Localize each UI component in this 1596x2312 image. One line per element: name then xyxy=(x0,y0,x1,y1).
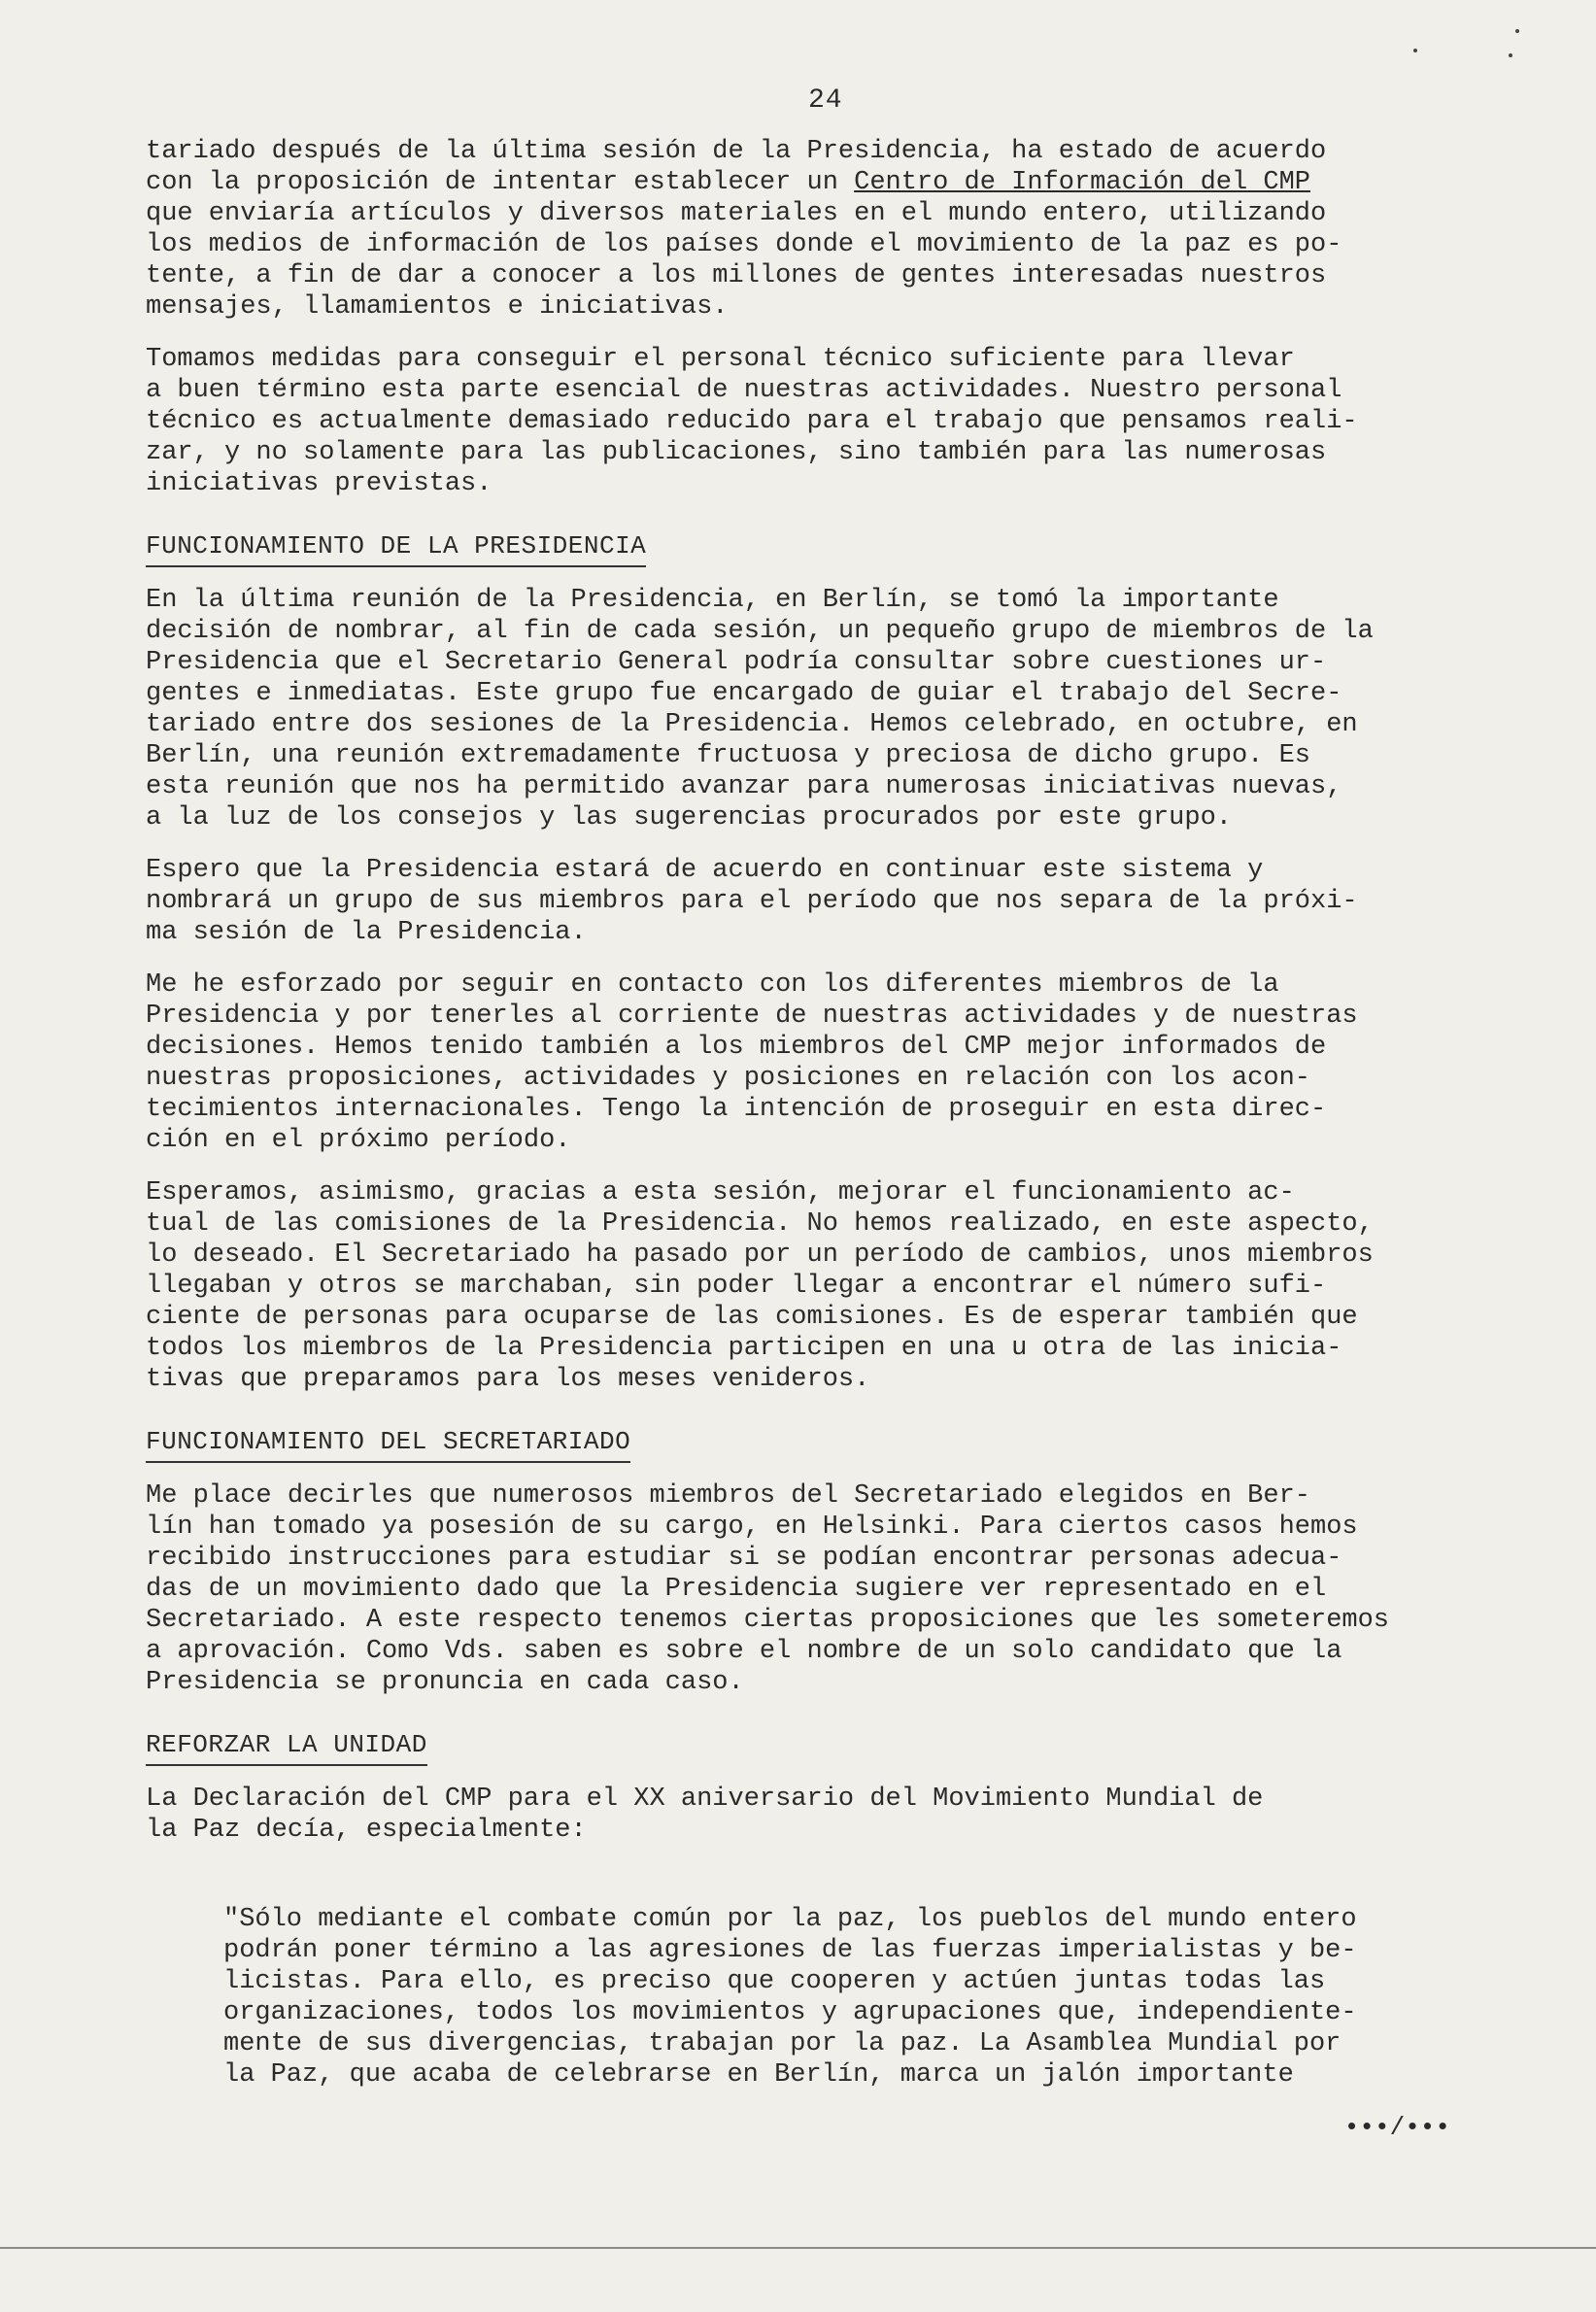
page-edge-line xyxy=(0,2247,1596,2249)
paragraph-personal-tecnico: Tomamos medidas para conseguir el personal técnico suficiente para llevar a buen término esta parte esencial de nuestras actividades. Nuestro personal técnico es actualmente demasiado reducido para el trabajo que pensamos reali- zar, y no solamente para las publicaciones, sino también para las numerosas iniciativas previstas. xyxy=(146,345,1358,498)
section-heading-presidencia: FUNCIONAMIENTO DE LA PRESIDENCIA xyxy=(146,530,646,567)
paragraph-sistema: Espero que la Presidencia estará de acuerdo en continuar este sistema y nombrará un grupo de sus miembros para el período que nos separa de la próxi- ma sesión de la Presidencia. xyxy=(146,856,1358,947)
page-number: 24 xyxy=(808,85,843,116)
underlined-phrase: Centro de Información del CMP xyxy=(854,168,1311,197)
paragraph-text: que enviaría artículos y diversos materiales en el mundo entero, utilizando los medios de información de los países donde el movimiento de la paz es po- tente, a fin de dar a conocer a los millones de gentes interesadas nuestros mensajes, llamamientos e iniciativas. xyxy=(146,199,1342,322)
ink-speck xyxy=(1515,29,1519,33)
block-quote: "Sólo mediante el combate común por la paz, los pueblos del mundo entero podrán poner término a las agresiones de las fuerzas imperialistas y be- licistas. Para ello, es preciso que cooperen y actúen juntas todas las organizaciones, todos los movimientos y agrupaciones que, independiente- mente de sus divergencias, trabajan por la paz. La Asamblea Mundial por la Paz, que acaba de celebrarse en Berlín, marca un jalón importante xyxy=(223,1905,1357,2090)
document-body xyxy=(146,136,1545,2091)
ink-speck xyxy=(1413,49,1417,52)
paragraph-text: tariado después de la última sesión de la Presidencia, ha estado de acuerdo con la proposición de intentar establecer un xyxy=(146,137,1327,197)
paragraph-centro-informacion xyxy=(146,136,1545,323)
section-heading-unidad: REFORZAR LA UNIDAD xyxy=(146,1729,427,1766)
section-heading-secretariado: FUNCIONAMIENTO DEL SECRETARIADO xyxy=(146,1426,630,1463)
paragraph-declaracion: La Declaración del CMP para el XX aniversario del Movimiento Mundial de la Paz decía, especialmente: xyxy=(146,1785,1264,1845)
paragraph-secretariado: Me place decirles que numerosos miembros del Secretariado elegidos en Ber- lín han tomado ya posesión de su cargo, en Helsinki. Para ciertos casos hemos recibido instrucciones para estudiar si se podían encontrar personas adecua- das de un movimiento dado que la Presidencia sugiere ver representado en el Secretariado. A este respecto tenemos ciertas proposiciones que les someteremos a aprovación. Como Vds. saben es sobre el nombre de un solo candidato que la Presidencia se pronuncia en cada caso. xyxy=(146,1481,1390,1697)
continuation-mark: •••/••• xyxy=(1343,2113,1450,2142)
ink-speck xyxy=(1509,53,1512,57)
paragraph-reunion-berlin: En la última reunión de la Presidencia, en Berlín, se tomó la importante decisión de nombrar, al fin de cada sesión, un pequeño grupo de miembros de la Presidencia que el Secretario General podría consultar sobre cuestiones ur- gentes e inmediatas. Este grupo fue encargado de guiar el trabajo del Secre- tariado entre dos sesiones de la Presidencia. Hemos celebrado, en octubre, en Berlín, una reunión extremadamente fructuosa y preciosa de dicho grupo. Es esta reunión que nos ha permitido avanzar para numerosas iniciativas nuevas, a la luz de los consejos y las sugerencias procurados por este grupo. xyxy=(146,586,1374,833)
paragraph-contacto: Me he esforzado por seguir en contacto con los diferentes miembros de la Presidencia y por tenerles al corriente de nuestras actividades y de nuestras decisiones. Hemos tenido también a los miembros del CMP mejor informados de nuestras proposiciones, actividades y posiciones en relación con los acon- tecimientos internacionales. Tengo la intención de proseguir en esta direc- ción en el próximo período. xyxy=(146,970,1358,1155)
paragraph-comisiones: Esperamos, asimismo, gracias a esta sesión, mejorar el funcionamiento ac- tual de las comisiones de la Presidencia. No hemos realizado, en este aspecto, lo deseado. El Secretariado ha pasado por un período de cambios, unos miembros llegaban y otros se marchaban, sin poder llegar a encontrar el número sufi- ciente de personas para ocuparse de las comisiones. Es de esperar también que todos los miembros de la Presidencia participen en una u otra de las inicia- tivas que preparamos para los meses venideros. xyxy=(146,1178,1374,1394)
